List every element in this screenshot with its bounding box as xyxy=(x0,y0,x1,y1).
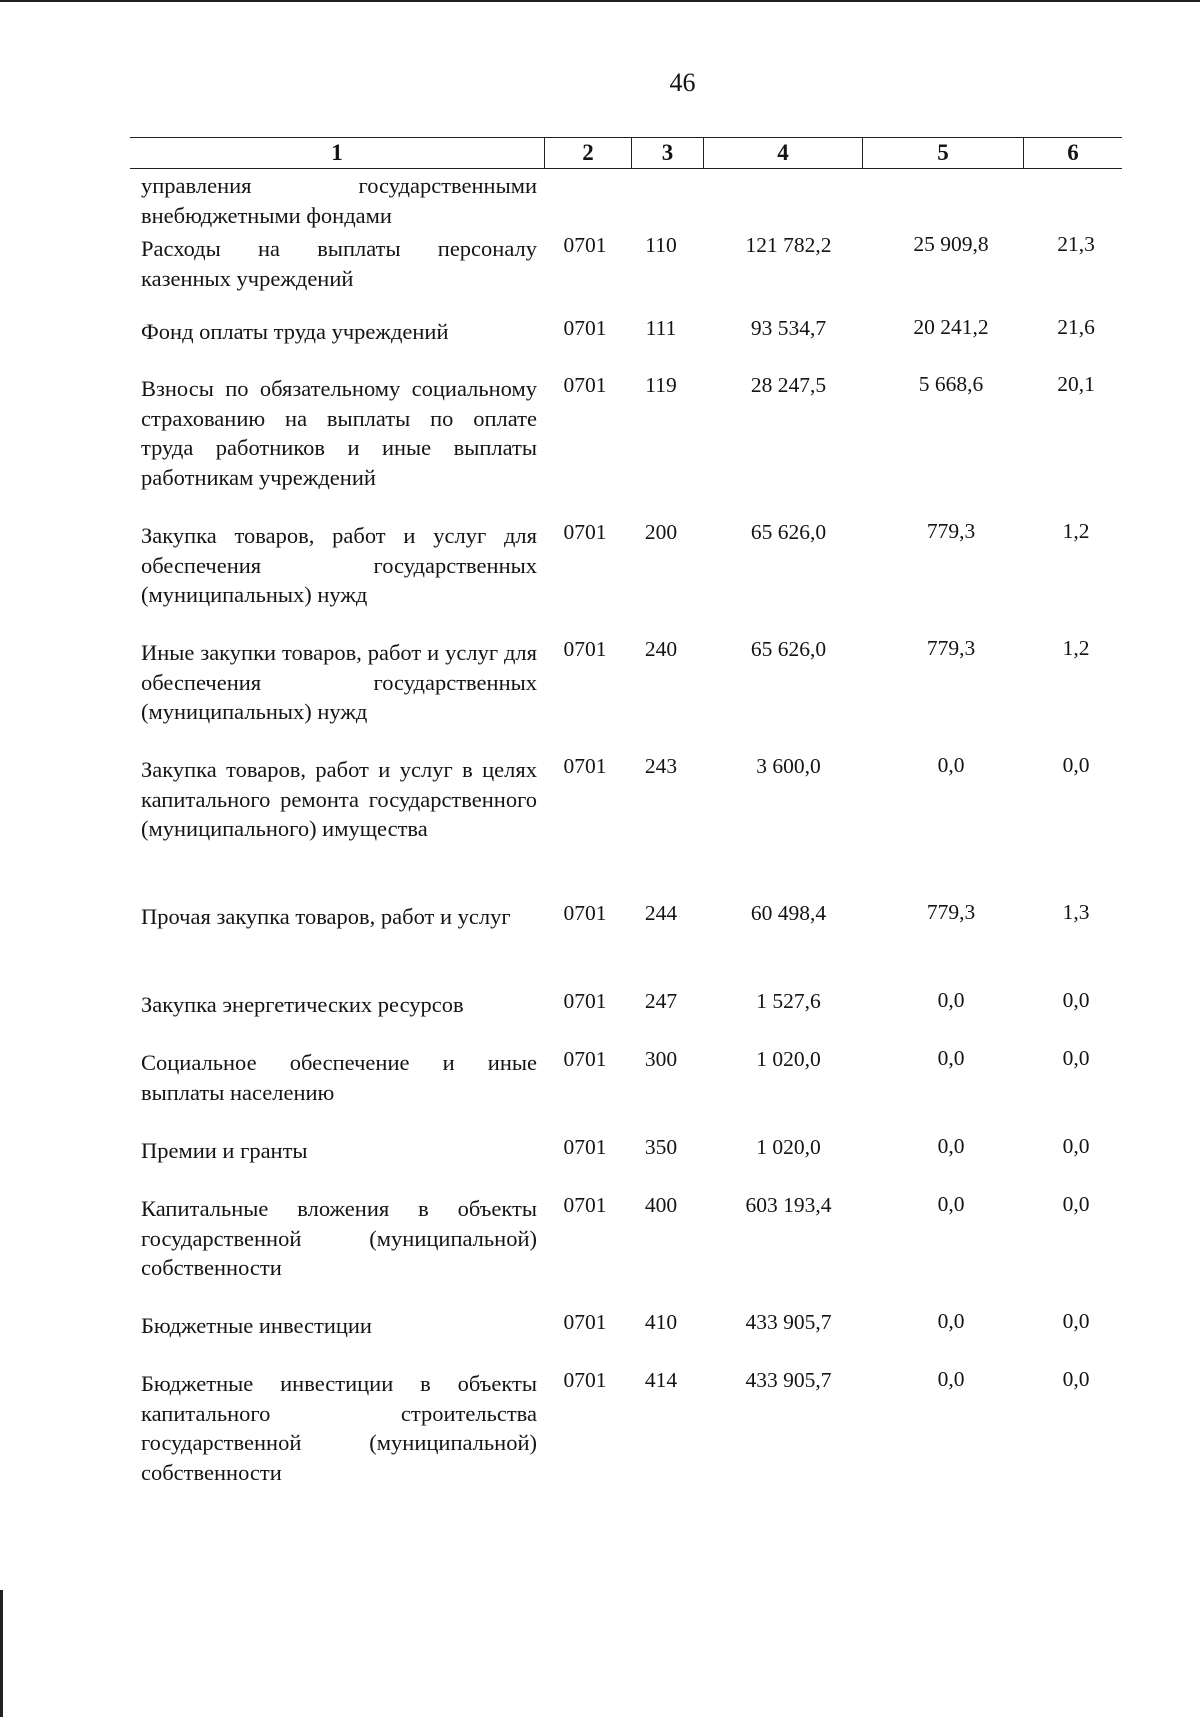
page-number: 46 xyxy=(669,68,696,97)
row-description: Бюджетные инвестиции в объекты капитального строительства государственной (муниципальной) собственности xyxy=(141,1371,537,1485)
row-value-col5: 20 241,2 xyxy=(913,315,989,339)
table-header xyxy=(130,137,1122,169)
row-value-col4: 28 247,5 xyxy=(750,373,827,397)
row-value-col5: 779,3 xyxy=(926,519,976,543)
row-expense-code: 414 xyxy=(644,1368,678,1392)
row-expense-code: 110 xyxy=(645,233,677,257)
row-value-col6: 0,0 xyxy=(1062,1046,1090,1070)
row-section-code: 0701 xyxy=(563,520,607,544)
table-row xyxy=(141,1048,1122,1136)
row-section-code: 0701 xyxy=(563,1368,607,1392)
row-value-col5: 5 668,6 xyxy=(918,372,984,396)
row-value-col5: 779,3 xyxy=(926,900,976,924)
row-value-col6: 1,3 xyxy=(1062,900,1090,924)
row-description: Закупка товаров, работ и услуг в целях капитального ремонта государственного (муниципального) имущества xyxy=(141,757,537,841)
row-expense-code: 200 xyxy=(644,520,678,544)
row-value-col6: 1,2 xyxy=(1062,519,1090,543)
row-description: Расходы на выплаты персоналу казенных учреждений xyxy=(141,236,537,291)
row-value-col6: 1,2 xyxy=(1062,636,1090,660)
table-row xyxy=(141,902,1122,990)
row-value-col6: 21,3 xyxy=(1057,232,1095,256)
row-value-col6: 0,0 xyxy=(1062,1134,1090,1158)
row-description: Прочая закупка товаров, работ и услуг xyxy=(141,904,511,929)
row-description: управления государственными внебюджетными фондами xyxy=(141,173,537,228)
row-section-code: 0701 xyxy=(563,316,607,340)
row-section-code: 0701 xyxy=(563,233,607,257)
row-section-code: 0701 xyxy=(563,901,607,925)
row-expense-code: 350 xyxy=(644,1135,678,1159)
row-description: Социальное обеспечение и иные выплаты населению xyxy=(141,1050,537,1105)
row-value-col4: 65 626,0 xyxy=(750,637,827,661)
row-value-col6: 21,6 xyxy=(1057,315,1095,339)
row-section-code: 0701 xyxy=(563,373,607,397)
row-value-col6: 0,0 xyxy=(1062,753,1090,777)
table-row xyxy=(141,990,1122,1048)
row-description: Иные закупки товаров, работ и услуг для обеспечения государственных (муниципальных) нужд xyxy=(141,640,537,724)
scan-border-left xyxy=(0,1590,3,1717)
header-cell-3: 3 xyxy=(632,138,704,168)
row-section-code: 0701 xyxy=(563,1193,607,1217)
row-value-col5: 0,0 xyxy=(937,1309,965,1333)
row-expense-code: 400 xyxy=(644,1193,678,1217)
row-expense-code: 243 xyxy=(644,754,678,778)
row-value-col4: 121 782,2 xyxy=(745,233,832,257)
header-cell-6: 6 xyxy=(1067,140,1079,165)
row-value-col4: 603 193,4 xyxy=(745,1193,832,1217)
header-cell-5: 5 xyxy=(863,138,1024,168)
row-section-code: 0701 xyxy=(563,1310,607,1334)
row-description: Закупка товаров, работ и услуг для обеспечения государственных (муниципальных) нужд xyxy=(141,523,537,607)
row-section-code: 0701 xyxy=(563,754,607,778)
row-expense-code: 300 xyxy=(644,1047,678,1071)
row-section-code: 0701 xyxy=(563,1135,607,1159)
row-value-col6: 0,0 xyxy=(1062,1367,1090,1391)
row-expense-code: 247 xyxy=(644,989,678,1013)
table-row xyxy=(141,234,1122,317)
row-section-code: 0701 xyxy=(563,637,607,661)
row-value-col5: 0,0 xyxy=(937,1134,965,1158)
row-value-col5: 0,0 xyxy=(937,988,965,1012)
row-description: Фонд оплаты труда учреждений xyxy=(141,319,449,344)
row-value-col6: 0,0 xyxy=(1062,1192,1090,1216)
row-section-code: 0701 xyxy=(563,1047,607,1071)
table-row xyxy=(141,638,1122,755)
row-value-col4: 93 534,7 xyxy=(750,316,827,340)
row-description: Премии и гранты xyxy=(141,1138,308,1163)
row-description: Капитальные вложения в объекты государственной (муниципальной) собственности xyxy=(141,1196,537,1280)
row-value-col6: 0,0 xyxy=(1062,1309,1090,1333)
row-value-col5: 0,0 xyxy=(937,1046,965,1070)
table-row xyxy=(141,317,1122,374)
row-value-col4: 1 020,0 xyxy=(756,1047,821,1071)
row-value-col6: 20,1 xyxy=(1057,372,1095,396)
row-value-col5: 0,0 xyxy=(937,1192,965,1216)
row-expense-code: 410 xyxy=(644,1310,678,1334)
row-value-col4: 65 626,0 xyxy=(750,520,827,544)
row-value-col4: 60 498,4 xyxy=(750,901,827,925)
row-description: Закупка энергетических ресурсов xyxy=(141,992,464,1017)
row-value-col4: 433 905,7 xyxy=(745,1368,832,1392)
row-value-col4: 3 600,0 xyxy=(756,754,821,778)
header-cell-2: 2 xyxy=(545,138,632,168)
row-expense-code: 111 xyxy=(645,316,677,340)
scan-border-top xyxy=(0,0,1200,2)
row-description: Бюджетные инвестиции xyxy=(141,1313,372,1338)
row-value-col5: 25 909,8 xyxy=(913,232,989,256)
table-row xyxy=(141,1311,1122,1369)
row-value-col4: 1 020,0 xyxy=(756,1135,821,1159)
row-value-col4: 433 905,7 xyxy=(745,1310,832,1334)
row-value-col5: 779,3 xyxy=(926,636,976,660)
table-row xyxy=(141,374,1122,521)
table-row xyxy=(141,755,1122,902)
row-description: Взносы по обязательному социальному страхованию на выплаты по оплате труда работников и иные выплаты работникам учреждений xyxy=(141,376,537,490)
table-row xyxy=(141,1369,1122,1516)
row-value-col5: 0,0 xyxy=(937,1367,965,1391)
row-value-col6: 0,0 xyxy=(1062,988,1090,1012)
row-expense-code: 244 xyxy=(644,901,678,925)
row-section-code: 0701 xyxy=(563,989,607,1013)
row-value-col5: 0,0 xyxy=(937,753,965,777)
table-body xyxy=(141,171,1122,1516)
table-row xyxy=(141,1136,1122,1194)
header-cell-1: 1 xyxy=(130,138,545,168)
row-expense-code: 119 xyxy=(645,373,677,397)
table-row xyxy=(141,171,1122,234)
table-row xyxy=(141,521,1122,638)
table-row xyxy=(141,1194,1122,1311)
row-value-col4: 1 527,6 xyxy=(756,989,821,1013)
row-expense-code: 240 xyxy=(644,637,678,661)
header-cell-4: 4 xyxy=(704,138,863,168)
